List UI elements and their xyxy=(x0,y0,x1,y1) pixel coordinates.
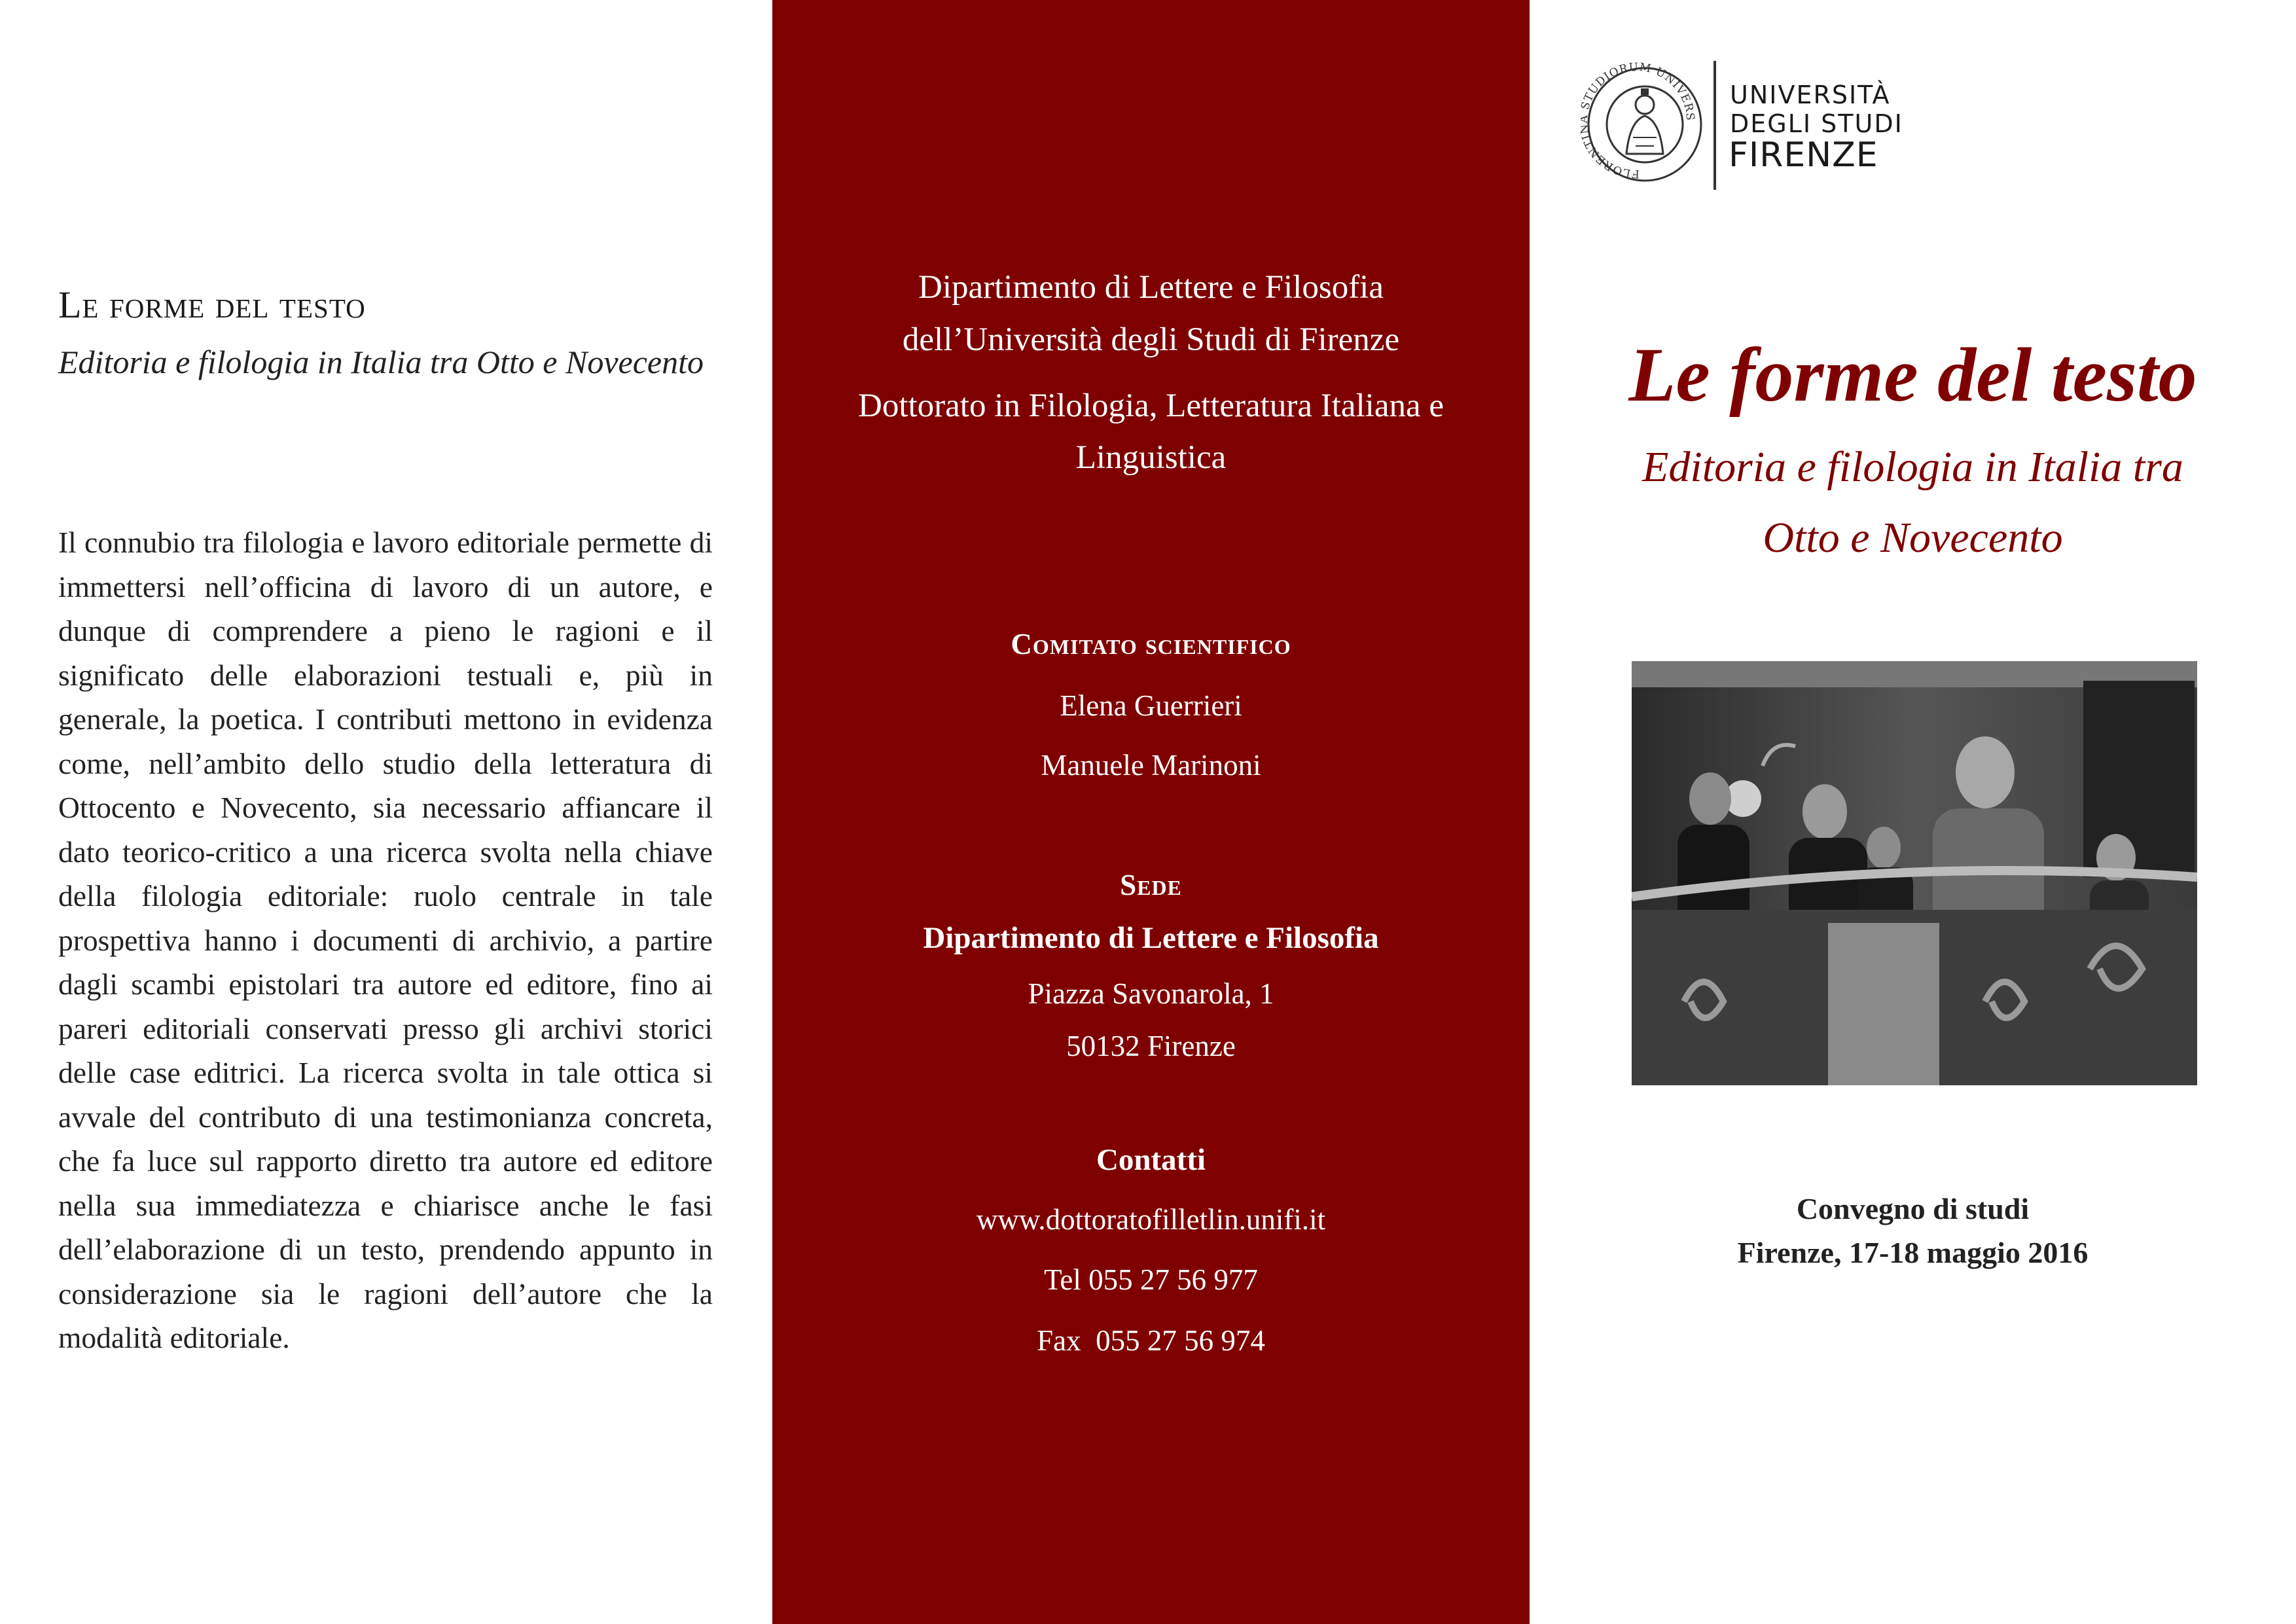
left-panel xyxy=(0,0,772,1624)
university-logo xyxy=(1581,56,1903,196)
phone-number: Tel 055 27 56 977 xyxy=(1044,1263,1258,1296)
event-type: Convegno di studi xyxy=(1796,1192,2030,1225)
department-line-2: dell’Università degli Studi di Firenze xyxy=(902,321,1400,358)
venue-city: 50132 Firenze xyxy=(1066,1030,1236,1062)
venue-name: Dipartimento di Lettere e Filosofia xyxy=(923,921,1379,955)
intro-paragraph: Il connubio tra filologia e lavoro editoriale permette di immettersi nell’officina di lavoro di un autore, e dunque di comprendere a pieno le ragioni e il significato delle elaborazioni testuali e, più in generale, la poetica. I contributi mettono in evidenza come, nell’ambito dello studio della letteratura di Ottocento e Novecento, sia necessario affiancare il dato teorico-critico a una ricerca svolta nella chiave della filologia editoriale: ruolo centrale in tale prospettiva hanno i documenti di archivio, a partire dagli scambi epistolari tra autore ed editore, fino ai pareri editoriali conservati presso gli archivi storici delle case editrici. La ricerca svolta in tale ottica si avvale del contributo di una testimonianza concreta, che fa luce sul rapporto diretto tra autore ed editore nella sua immediatezza e chiarisce anche le fasi dell’elaborazione di un testo, prendendo appunto in considerazione sia le ragioni dell’autore che la modalità editoriale. xyxy=(58,526,713,1354)
historical-photo xyxy=(1632,661,2197,1085)
phd-line-1: Dottorato in Filologia, Letteratura Italiana e xyxy=(857,388,1444,424)
center-panel xyxy=(772,0,1530,1624)
event-date-location: Firenze, 17-18 maggio 2016 xyxy=(1737,1236,2089,1269)
left-title: Le forme del testo xyxy=(58,283,366,326)
group-photo-image xyxy=(1632,661,2197,1085)
logo-text-line-3: FIRENZE xyxy=(1729,135,1878,175)
subtitle-line-2: Otto e Novecento xyxy=(1763,514,2063,562)
committee-member: Elena Guerrieri xyxy=(1060,689,1242,722)
subtitle-line-1: Editoria e filologia in Italia tra xyxy=(1642,443,2183,491)
left-subtitle: Editoria e filologia in Italia tra Otto e Novecento xyxy=(58,344,704,380)
seal-text: FLORENTI TUDIORUM UNIVERS xyxy=(1581,60,1697,181)
phd-line-2: Linguistica xyxy=(1075,439,1227,476)
contacts-heading: Contatti xyxy=(1096,1143,1206,1177)
committee-heading: Comitato scientifico xyxy=(1011,628,1291,660)
venue-address: Piazza Savonarola, 1 xyxy=(1028,977,1274,1010)
logo-text-line-1: UNIVERSITÀ xyxy=(1730,81,1891,109)
department-line-1: Dipartimento di Lettere e Filosofia xyxy=(918,269,1384,306)
main-title: Le forme del testo xyxy=(1628,332,2197,418)
fax-number: Fax 055 27 56 974 xyxy=(1037,1324,1265,1357)
website-link[interactable]: www.dottoratofilletlin.unifi.it xyxy=(976,1203,1326,1236)
committee-member: Manuele Marinoni xyxy=(1041,749,1261,782)
logo-text-line-2: DEGLI STUDI xyxy=(1730,109,1903,138)
venue-heading: Sede xyxy=(1120,869,1182,901)
